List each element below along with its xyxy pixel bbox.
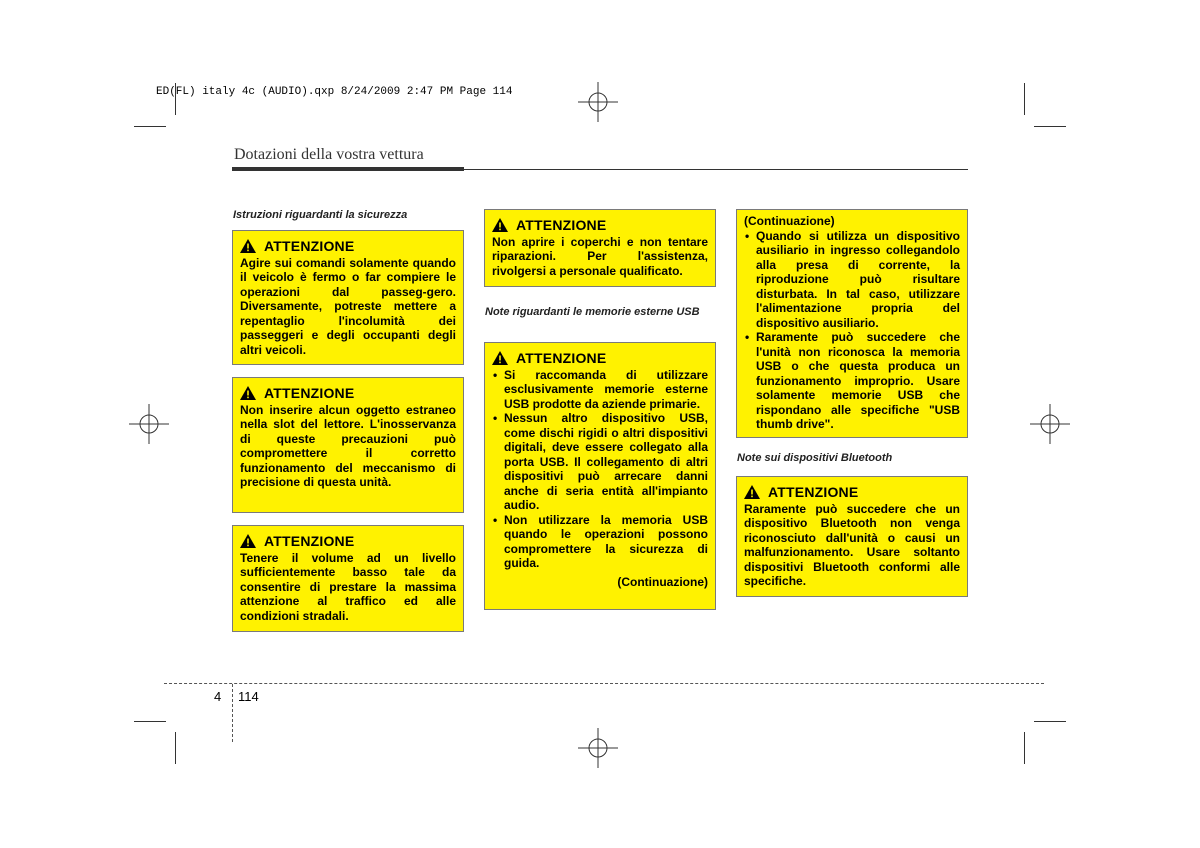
warning-list bbox=[744, 229, 960, 432]
crop-mark bbox=[1024, 732, 1025, 764]
print-slug: ED(FL) italy 4c (AUDIO).qxp 8/24/2009 2:47 PM Page 114 bbox=[156, 86, 513, 98]
crop-mark bbox=[134, 721, 166, 722]
continued-label: (Continuazione) bbox=[617, 574, 708, 589]
warning-box-continued bbox=[736, 209, 968, 438]
warning-box bbox=[232, 230, 464, 365]
list-item: • Nessun altro dispositivo USB, come dischi rigidi o altri dispositivi digitali, deve essere collegato alla porta USB. Il collegamento di altri dispositivi può arrecare danni anche di seria entità all'impianto audio. bbox=[492, 411, 708, 513]
crop-mark bbox=[134, 126, 166, 127]
warning-header bbox=[492, 218, 708, 233]
warning-title: ATTENZIONE bbox=[768, 484, 859, 500]
warning-text: Raramente può succedere che un dispositivo Bluetooth non venga riconosciuto dall'unità o causi un malfunzionamento. Usare soltanto dispositivi Bluetooth conformi alle specifiche. bbox=[744, 501, 960, 588]
warning-header bbox=[240, 386, 456, 401]
crop-mark bbox=[1034, 126, 1066, 127]
warning-title: ATTENZIONE bbox=[516, 350, 607, 366]
warning-triangle-icon bbox=[492, 351, 508, 365]
crop-mark bbox=[175, 732, 176, 764]
registration-mark-icon bbox=[578, 728, 618, 768]
continued-label: (Continuazione) bbox=[744, 214, 835, 228]
section-title-safety: Istruzioni riguardanti la sicurezza bbox=[233, 209, 408, 221]
warning-title: ATTENZIONE bbox=[264, 385, 355, 401]
warning-box bbox=[736, 476, 968, 597]
registration-mark-icon bbox=[578, 82, 618, 122]
chapter-number: 4 bbox=[214, 689, 222, 704]
warning-box bbox=[484, 342, 716, 610]
warning-box bbox=[484, 209, 716, 287]
warning-triangle-icon bbox=[240, 534, 256, 548]
warning-header bbox=[240, 534, 456, 549]
list-item: • Non utilizzare la memoria USB quando le operazioni possono compromettere la sicurezza di guida. bbox=[492, 513, 708, 571]
warning-title: ATTENZIONE bbox=[264, 533, 355, 549]
warning-text: Non inserire alcun oggetto estraneo nella slot del lettore. L'inosservanza di queste precauzioni può compromettere il corretto funzionamento del meccanismo di precisione di questa unità. bbox=[240, 402, 456, 489]
warning-title: ATTENZIONE bbox=[264, 238, 355, 254]
list-item: • Quando si utilizza un dispositivo ausiliario in ingresso collegandolo alla presa di corrente, la riproduzione può risultare disturbata. In tal caso, utilizzare l'alimentazione propria del dispositivo ausiliario. bbox=[744, 229, 960, 331]
warning-triangle-icon bbox=[744, 485, 760, 499]
list-item: • Si raccomanda di utilizzare esclusivamente memorie esterne USB prodotte da aziende primarie. bbox=[492, 368, 708, 412]
warning-header bbox=[240, 239, 456, 254]
footer-dashed-rule bbox=[164, 683, 1044, 684]
warning-text: Agire sui comandi solamente quando il veicolo è fermo o far compiere le operazioni dal passeg-gero. Diversamente, potreste mettere a repentaglio l'incolumità dei passeggeri e degli occupanti degli altri veicoli. bbox=[240, 255, 456, 357]
crop-mark bbox=[1034, 721, 1066, 722]
page-header-title: Dotazioni della vostra vettura bbox=[234, 146, 424, 163]
section-title-usb: Note riguardanti le memorie esterne USB bbox=[485, 306, 700, 318]
header-rule-thick bbox=[232, 167, 464, 171]
warning-box bbox=[232, 525, 464, 632]
warning-header bbox=[744, 485, 960, 500]
warning-box bbox=[232, 377, 464, 513]
warning-triangle-icon bbox=[492, 218, 508, 232]
warning-list bbox=[492, 368, 708, 571]
page-number: 114 bbox=[238, 689, 259, 704]
registration-mark-icon bbox=[129, 404, 169, 444]
warning-text: Tenere il volume ad un livello sufficientemente basso tale da consentire di prestare la massima attenzione al traffico ed alle condizioni stradali. bbox=[240, 550, 456, 623]
footer-dashed-divider bbox=[232, 684, 233, 742]
crop-mark bbox=[1024, 83, 1025, 115]
warning-header bbox=[492, 351, 708, 366]
warning-triangle-icon bbox=[240, 239, 256, 253]
warning-triangle-icon bbox=[240, 386, 256, 400]
list-item: • Raramente può succedere che l'unità non riconosca la memoria USB o che questa produca un funzionamento improprio. Usare solamente memorie USB che rispondano alle specifiche "USB thumb drive". bbox=[744, 330, 960, 432]
warning-text: Non aprire i coperchi e non tentare riparazioni. Per l'assistenza, rivolgersi a personale qualificato. bbox=[492, 234, 708, 278]
section-title-bluetooth: Note sui dispositivi Bluetooth bbox=[737, 452, 893, 464]
registration-mark-icon bbox=[1030, 404, 1070, 444]
warning-title: ATTENZIONE bbox=[516, 217, 607, 233]
header-rule-thin bbox=[464, 169, 968, 170]
